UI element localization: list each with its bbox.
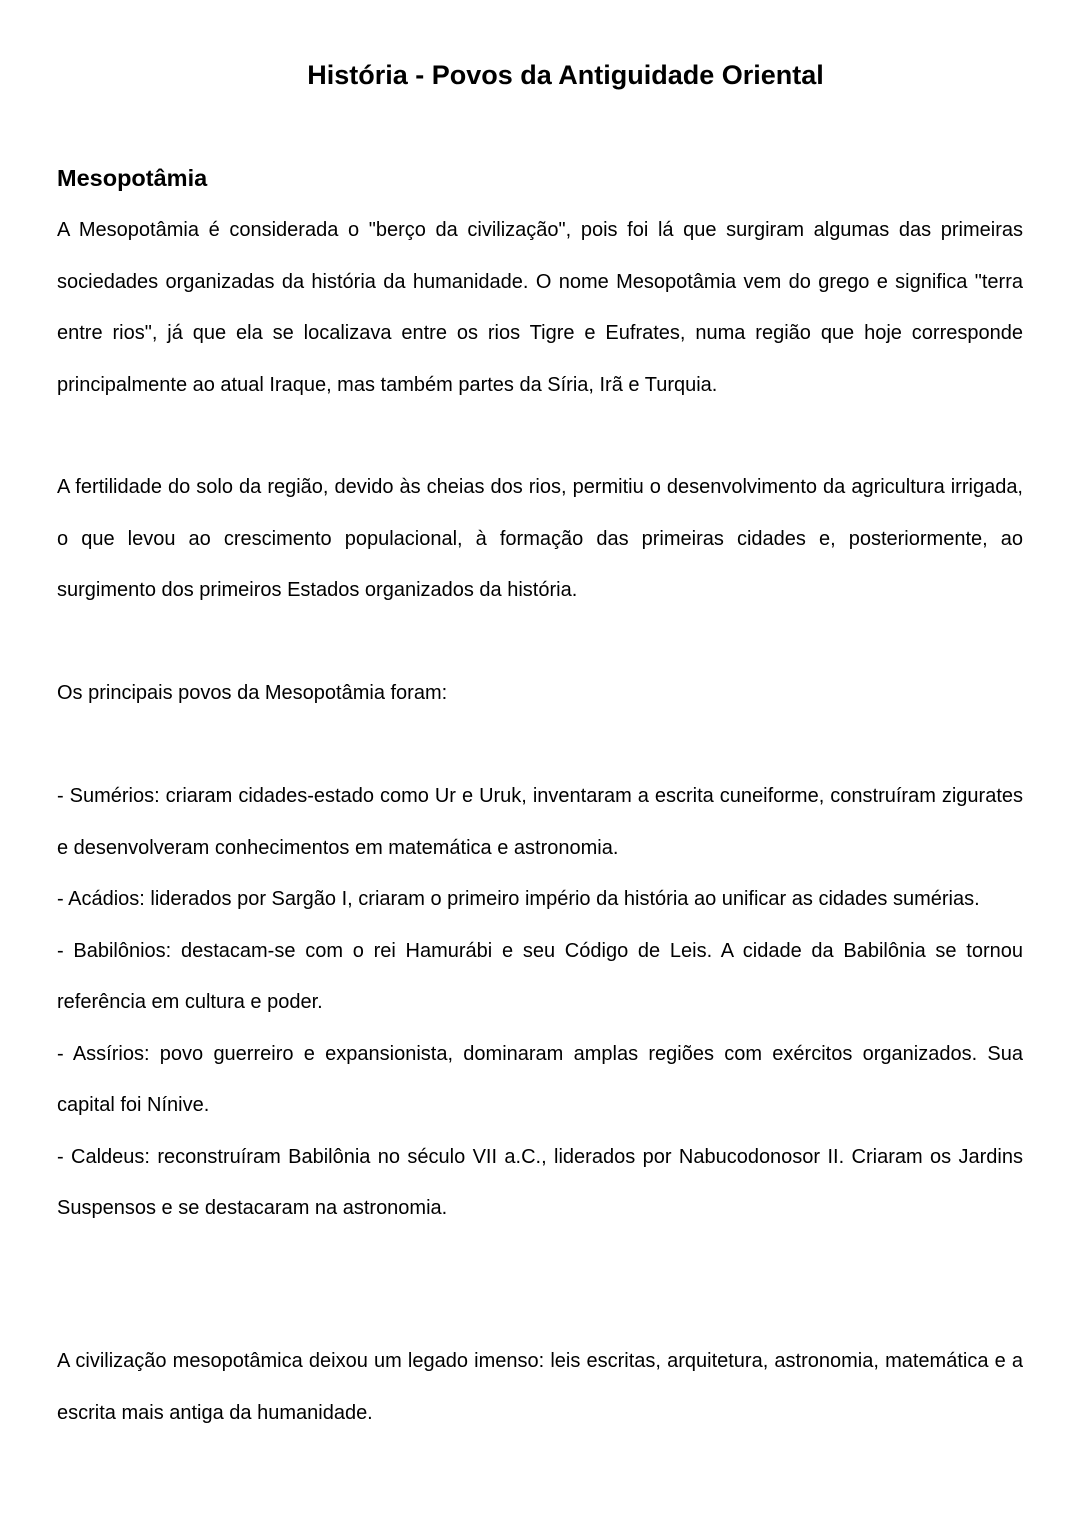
paragraph-peoples-intro: Os principais povos da Mesopotâmia foram: xyxy=(57,682,448,704)
list-item: - Caldeus: reconstruíram Babilônia no século VII a.C., liderados por Nabucodonosor II. Criaram os Jardins Suspensos e se destacaram na astronomia. xyxy=(57,1145,1023,1219)
paragraph-intro: A Mesopotâmia é considerada o "berço da civilização", pois foi lá que surgiram algumas das primeiras sociedades organizadas da história da humanidade. O nome Mesopotâmia vem do grego e significa "terra entre rios", já que ela se localizava entre os rios Tigre e Eufrates, numa região que hoje corresponde principalmente ao atual Iraque, mas também partes da Síria, Irã e Turquia. xyxy=(57,219,1023,396)
section-heading: Mesopotâmia xyxy=(57,165,208,191)
peoples-list xyxy=(57,771,1023,1235)
list-item: - Assírios: povo guerreiro e expansionista, dominaram amplas regiões com exércitos organizados. Sua capital foi Nínive. xyxy=(57,1042,1023,1116)
paragraph-fertility: A fertilidade do solo da região, devido às cheias dos rios, permitiu o desenvolvimento da agricultura irrigada, o que levou ao crescimento populacional, à formação das primeiras cidades e, posteriormente, ao surgimento dos primeiros Estados organizados da história. xyxy=(57,476,1023,601)
list-item: - Babilônios: destacam-se com o rei Hamurábi e seu Código de Leis. A cidade da Babilônia se tornou referência em cultura e poder. xyxy=(57,939,1023,1013)
page-title: História - Povos da Antiguidade Oriental xyxy=(307,60,824,90)
list-item: - Sumérios: criaram cidades-estado como Ur e Uruk, inventaram a escrita cuneiforme, construíram zigurates e desenvolveram conhecimentos em matemática e astronomia. xyxy=(57,785,1023,859)
list-item: - Acádios: liderados por Sargão I, criaram o primeiro império da história ao unificar as cidades sumérias. xyxy=(57,888,980,910)
paragraph-conclusion: A civilização mesopotâmica deixou um legado imenso: leis escritas, arquitetura, astronomia, matemática e a escrita mais antiga da humanidade. xyxy=(57,1350,1023,1424)
